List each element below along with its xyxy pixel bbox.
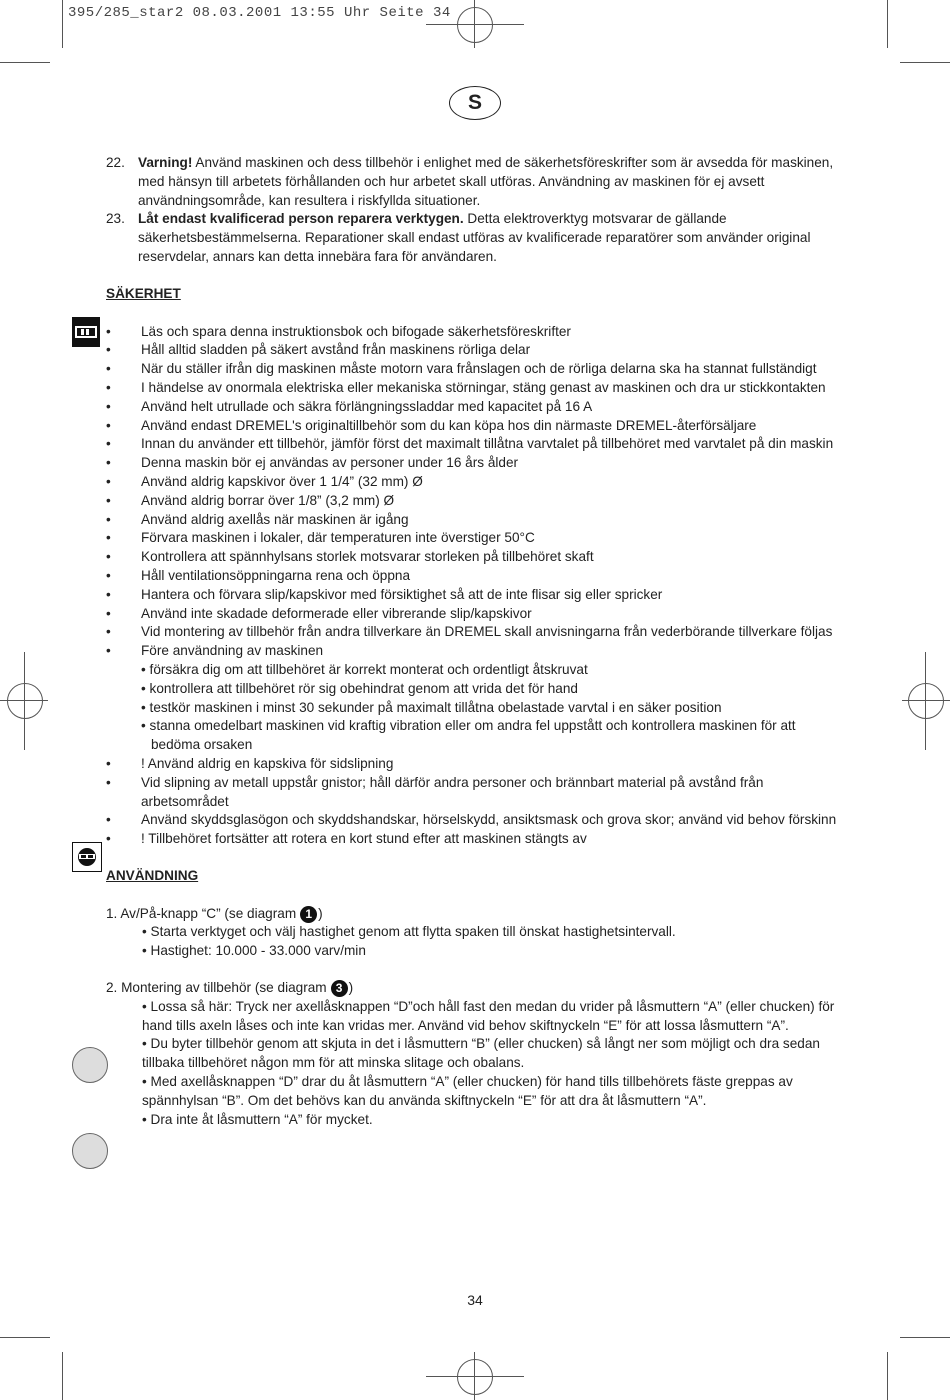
diagram-number-badge: 3: [331, 980, 348, 997]
list-item: • Innan du använder ett tillbehör, jämför först det maximalt tillåtna varvtalet på tillbehöret med varvtalet på din maskin: [106, 436, 834, 452]
sub-list-item: • stanna omedelbart maskinen vid kraftig vibration eller om andra fel uppstått och kontrollera maskinen för att: [141, 718, 796, 734]
manual-icon: [72, 317, 100, 347]
list-item: • ! Tillbehöret fortsätter att rotera en kort stund efter att maskinen stängts av: [106, 831, 587, 847]
diagram-thumbnail-icon: [72, 1047, 108, 1083]
usage-sub-item: • Med axellåsknappen “D” drar du åt låsmuttern “A” (eller chucken) för hand tills tillbehörets fäste greppas av spännhylsan “B”. Om det behövs kan du använda skiftnyckeln “E” för att dra åt låsmuttern “A”.: [142, 1074, 793, 1108]
usage-sub-item: • Hastighet: 10.000 - 33.000 varv/min: [142, 943, 366, 959]
list-item: • Vid montering av tillbehör från andra tillverkare än DREMEL skall anvisningarna från vederbörande tillverkare följas: [106, 624, 833, 640]
list-item: • Använd aldrig borrar över 1/8” (3,2 mm) Ø: [106, 492, 395, 508]
sub-list-item: • försäkra dig om att tillbehöret är korrekt monterat och ordentligt åtskruvat: [141, 661, 588, 677]
usage-item-1: 1. Av/På-knapp “C” (se diagram 1 ): [106, 905, 323, 921]
usage-item-2: 2. Montering av tillbehör (se diagram 3 ): [106, 980, 354, 996]
usage-sub-item: • Lossa så här: Tryck ner axellåsknappen “D”och håll fast den medan du vrider på låsmuttern “A” (eller chucken) för hand tills axeln låses och inte kan vridas mer. Använd vid behov skiftnyckeln “E” för att lossa låsmuttern “A”.: [142, 998, 835, 1033]
list-item: • När du ställer ifrån dig maskinen måste motorn vara frånslagen och de rörliga delarna ska ha stannat fullständigt: [106, 361, 817, 377]
list-item: • Före användning av maskinen: [106, 643, 324, 659]
diagram-number-badge: 1: [300, 906, 317, 923]
list-item: • Hantera och förvara slip/kapskivor med försiktighet så att de inte flisar sig eller spricker: [106, 586, 663, 602]
usage-sub-item: • Du byter tillbehör genom att skjuta in det i låsmuttern “B” (eller chucken) så långt ner som möjligt och dra sedan tillbaka tillbehöret någon mm för att minska slitage och obalans.: [142, 1036, 820, 1071]
usage-sub-item: • Dra inte åt låsmuttern “A” för mycket.: [142, 1111, 373, 1127]
sub-list-item: bedöma orsaken: [151, 737, 253, 753]
usage-sub-item: • Starta verktyget och välj hastighet genom att flytta spaken till önskat hastighetsintervall.: [142, 924, 676, 940]
list-item: • Vid slipning av metall uppstår gnistor; håll därför andra personer och brännbart material på avstånd från arbetsområdet: [106, 774, 764, 809]
numbered-item-23: 23. Låt endast kvalificerad person reparera verktygen. Detta elektroverktyg motsvarar de gällande säkerhetsbestämmelserna. Reparationer skall endast utföras av kvalificerade reparatörer som använder original reservdelar, annars kan detta innebära fara för användaren.: [106, 211, 811, 264]
list-item: • Håll ventilationsöppningarna rena och öppna: [106, 567, 411, 583]
page-content: [106, 154, 846, 1129]
list-item: • Använd aldrig axellås när maskinen är igång: [106, 511, 409, 527]
language-badge: S: [449, 86, 501, 120]
list-item: • Använd aldrig kapskivor över 1 1/4” (32 mm) Ø: [106, 473, 423, 489]
list-item: • Använd helt utrullade och säkra förlängningssladdar med kapacitet på 16 A: [106, 398, 593, 414]
list-item: • Förvara maskinen i lokaler, där temperaturen inte överstiger 50°C: [106, 530, 535, 546]
list-item: • ! Använd aldrig en kapskiva för sidslipning: [106, 755, 394, 771]
numbered-item-22: 22. Varning! Använd maskinen och dess tillbehör i enlighet med de säkerhetsföreskrifter som är avsedda för maskinen, med hänsyn till arbetets förhållanden och hur arbetet skall utföras. Användning av maskinen för ej avsett användningsområde, kan resultera i riskfyllda situationer.: [106, 155, 834, 208]
page-number: 34: [467, 1292, 483, 1308]
list-item: • Håll alltid sladden på säkert avstånd från maskinens rörliga delar: [106, 342, 531, 358]
diagram-thumbnail-icon: [72, 1133, 108, 1169]
sub-list-item: • testkör maskinen i minst 30 sekunder på maximalt tillåtna obelastade varvtal i en säker position: [141, 699, 722, 715]
section-title-safety: SÄKERHET: [106, 285, 181, 301]
print-slug: 395/285_star2 08.03.2001 13:55 Uhr Seite 34: [68, 5, 451, 21]
list-item: • Använd endast DREMEL's originaltillbehör som du kan köpa hos din närmaste DREMEL-återförsäljare: [106, 417, 757, 433]
protective-gear-icon: [72, 842, 102, 872]
list-item: • I händelse av onormala elektriska eller mekaniska störningar, stäng genast av maskinen och dra ur stickkontakten: [106, 379, 826, 395]
list-item: • Läs och spara denna instruktionsbok och bifogade säkerhetsföreskrifter: [106, 323, 571, 339]
list-item: • Kontrollera att spännhylsans storlek motsvarar storleken på tillbehöret skaft: [106, 549, 594, 565]
list-item: • Denna maskin bör ej användas av personer under 16 års ålder: [106, 455, 519, 471]
section-title-usage: ANVÄNDNING: [106, 867, 199, 883]
list-item: • Använd inte skadade deformerade eller vibrerande slip/kapskivor: [106, 605, 532, 621]
list-item: • Använd skyddsglasögon och skyddshandskar, hörselskydd, ansiktsmask och grova skor; använd vid behov förskinn: [106, 812, 837, 828]
sub-list-item: • kontrollera att tillbehöret rör sig obehindrat genom att vrida det för hand: [141, 680, 578, 696]
